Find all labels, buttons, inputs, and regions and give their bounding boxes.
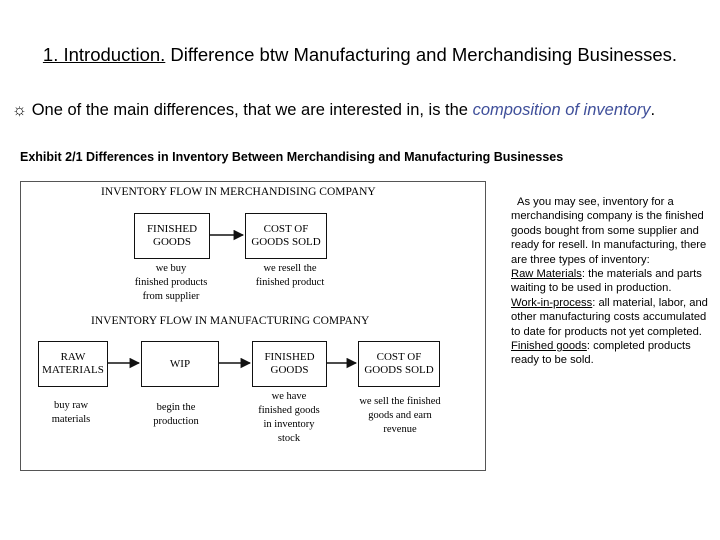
bullet-line [12,101,717,120]
merch-caption-resell: we resell the finished product [255,263,325,288]
side-item-finished [511,339,711,368]
side-desc-finished: : completed products ready to be sold. [511,340,691,367]
side-term-finished: Finished goods [511,340,587,353]
title-text: Difference btw Manufacturing and Merchandising Businesses. [165,44,678,65]
inventory-flow-figure [20,181,486,471]
side-term-raw: Raw Materials [511,268,582,281]
side-desc-wip: : all material, labor, and other manufacturing costs accumulated to date for products not yet completed. [511,296,708,338]
manu-caption-wip: begin the production [153,402,199,427]
merch-flow-header: INVENTORY FLOW IN MERCHANDISING COMPANY [101,186,376,198]
slide-title [20,43,700,66]
side-term-wip: Work-in-process [511,296,593,309]
manu-finished-goods-box: FINISHED GOODS [252,341,327,387]
manu-caption-finished: we have finished goods in inventory stock [258,391,320,444]
title-prefix: 1. Introduction. [42,44,166,65]
bullet-highlight: composition of inventory [472,101,651,119]
manu-cogs-box: COST OF GOODS SOLD [358,341,440,387]
exhibit-title: Exhibit 2/1 Differences in Inventory Between Merchandising and Manufacturing Businesses [20,150,564,164]
manu-raw-materials-box: RAW MATERIALS [38,341,108,387]
side-explanation [511,195,711,368]
manu-caption-raw: buy raw materials [51,400,91,425]
side-item-raw [511,267,711,296]
merch-cogs-box: COST OF GOODS SOLD [245,213,327,259]
side-intro: As you may see, inventory for a merchandising company is the finished goods bought from some supplier and ready for resell. In manufacturing, there are three types of inventory: [511,196,707,266]
side-item-wip [511,296,711,339]
manu-caption-sell: we sell the finished goods and earn revenue [359,396,441,435]
side-desc-raw: : the materials and parts waiting to be used in production. [511,268,702,295]
manu-flow-header: INVENTORY FLOW IN MANUFACTURING COMPANY [91,315,370,327]
merch-caption-buy: we buy finished products from supplier [134,263,208,302]
bullet-end: . [650,101,656,119]
bullet-text: One of the main differences, that we are interested in, is the [27,101,473,119]
merch-finished-goods-box: FINISHED GOODS [134,213,210,259]
sun-bullet-icon: ☼ [12,101,28,119]
manu-wip-box: WIP [141,341,219,387]
